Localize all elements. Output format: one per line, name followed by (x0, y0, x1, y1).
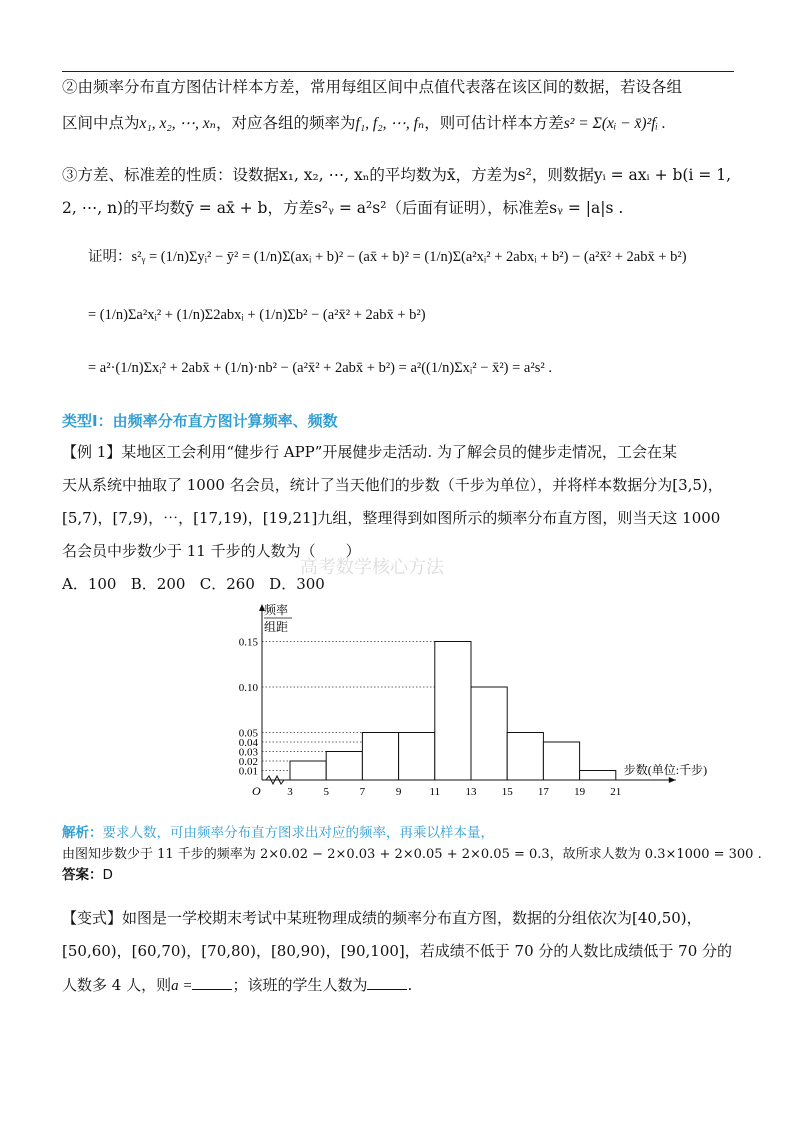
y-label-top: 频率 (264, 603, 289, 617)
x-tick-label: 7 (359, 786, 366, 798)
sec2-post: ，则可估计样本方差 (424, 114, 564, 132)
variant-a-label: a = (171, 978, 193, 994)
sec3-line1: ③方差、标准差的性质：设数据x₁, x₂, ⋯, xₙ的平均数为x̄，方差为s²，则数据yᵢ = axᵢ + b(i = 1, (62, 166, 732, 184)
x-tick-label: 11 (429, 786, 441, 798)
variant-pre: 人数多 4 人，则 (62, 976, 172, 994)
answer-label: 答案： (62, 867, 103, 883)
y-tick-label: 0.01 (238, 765, 258, 778)
variant-line1: 【变式】如图是一学校期末考试中某班物理成绩的频率分布直方图，数据的分组依次为[40,50)， (62, 909, 702, 927)
x-tick-label: 3 (287, 786, 293, 798)
histogram-bar (362, 733, 398, 781)
y-tick-label: 0.15 (238, 636, 258, 649)
histogram-bar (543, 742, 579, 780)
x-tick-label: 5 (323, 786, 329, 798)
variant-line3 (62, 973, 737, 997)
x-tick-label: 15 (501, 786, 513, 798)
y-tick-label: 0.04 (238, 737, 258, 749)
option-b: B．200 (130, 575, 186, 593)
analysis-line2: 由图知步数少于 11 千步的频率为 2×0.02 − 2×0.03 + 2×0.05 + 2×0.05 = 0.3，故所求人数为 0.3×1000 = 300 . (62, 847, 762, 862)
proof-label: 证明： (88, 249, 132, 265)
analysis-line1 (62, 822, 737, 844)
option-a: A．100 (62, 575, 117, 593)
option-c: C．260 (199, 575, 255, 593)
sec2-mid: ，对应各组的频率为 (215, 114, 356, 132)
histogram-bar (435, 642, 471, 781)
sec2-f-list: f₁, f₂, ⋯, fₙ (355, 115, 425, 132)
sec2-line1: ②由频率分布直方图估计样本方差，常用每组区间中点值代表落在该区间的数据，若设各组 (62, 78, 683, 96)
frequency-histogram (220, 600, 708, 810)
header-rule (62, 71, 734, 72)
proof-line3: = a²·(1/n)Σxᵢ² + 2abx̄ + (1/n)·nb² − (a²x̄² + 2abx̄ + b²) = a²((1/n)Σxᵢ² − x̄²) = a²s² . (88, 360, 552, 376)
sec2-line2 (62, 112, 737, 135)
x-tick-label: 21 (610, 786, 622, 798)
y-tick-label: 0.10 (238, 682, 258, 694)
origin-label: O (252, 784, 261, 798)
answer-value: D (102, 867, 113, 883)
analysis-label: 解析： (62, 825, 103, 841)
variant-line2: [50,60)，[60,70)，[70,80)，[80,90)，[90,100]，若成绩不低于 70 分的人数比成绩低于 70 分的 (62, 942, 733, 960)
x-tick-label: 9 (395, 786, 402, 798)
sec2-variance-formula: s² = Σ(xᵢ − x̄)²fᵢ . (563, 115, 666, 132)
x-axis-arrow (669, 777, 676, 783)
x-tick-label: 17 (537, 786, 549, 798)
sec3-line2: 2, ⋯, n)的平均数ȳ = ax̄ + b，方差s²ᵧ = a²s²（后面有证明），标准差sᵧ = |a|s . (62, 199, 624, 217)
example1-options (62, 573, 737, 595)
option-d: D．300 (269, 575, 325, 593)
example1-line3: [5,7)，[7,9)，⋯，[17,19)，[19,21]九组，整理得到如图所示的频率分布直方图，则当天这 1000 (62, 509, 721, 527)
variant-mid: ；该班的学生人数为 (232, 976, 368, 994)
y-tick-label: 0.05 (238, 727, 258, 740)
y-label-bottom: 组距 (264, 620, 289, 634)
x-tick-label: 19 (574, 786, 586, 798)
answer-blank-a[interactable] (192, 973, 232, 990)
watermark: 高考数学核心方法 (300, 557, 444, 578)
histogram-bar (290, 761, 326, 780)
histogram-bar (580, 771, 616, 781)
histogram-bar (507, 733, 543, 781)
x-axis-label: 步数(单位:千步) (623, 763, 708, 777)
histogram-bar (471, 687, 507, 780)
proof-line2: = (1/n)Σa²xᵢ² + (1/n)Σ2abxᵢ + (1/n)Σb² − (a²x̄² + 2abx̄ + b²) (88, 307, 426, 323)
y-tick-label: 0.03 (238, 746, 258, 759)
x-tick-label: 13 (465, 786, 477, 798)
proof-line1 (88, 246, 763, 268)
y-tick-label: 0.02 (238, 756, 258, 768)
example1-line1: 【例 1】某地区工会利用“健步行 APP”开展健步走活动. 为了解会员的健步走情况，工会在某 (62, 443, 677, 461)
histogram-bar (326, 752, 362, 781)
example1-line4: 名会员中步数少于 11 千步的人数为（ ） (62, 542, 361, 560)
sec2-x-list: x₁, x₂, ⋯, xₙ (139, 115, 216, 132)
example1-line2: 天从系统中抽取了 1000 名会员，统计了当天他们的步数（千步为单位），并将样本数据分为[3,5)， (62, 476, 723, 494)
histogram-bar (399, 733, 435, 781)
analysis-hint: 要求人数，可由频率分布直方图求出对应的频率，再乘以样本量， (102, 825, 494, 841)
answer-line (62, 864, 737, 886)
sec2-pre: 区间中点为 (62, 114, 140, 132)
variant-end: . (407, 976, 413, 994)
answer-blank-count[interactable] (367, 973, 407, 990)
type1-title: 类型Ⅰ：由频率分布直方图计算频率、频数 (62, 412, 338, 430)
proof-eq1: s²ᵧ = (1/n)Σyᵢ² − ȳ² = (1/n)Σ(axᵢ + b)² − (ax̄ + b)² = (1/n)Σ(a²xᵢ² + 2abxᵢ + b²) − (a²x̄² + 2abx̄ + b²) (131, 249, 687, 265)
